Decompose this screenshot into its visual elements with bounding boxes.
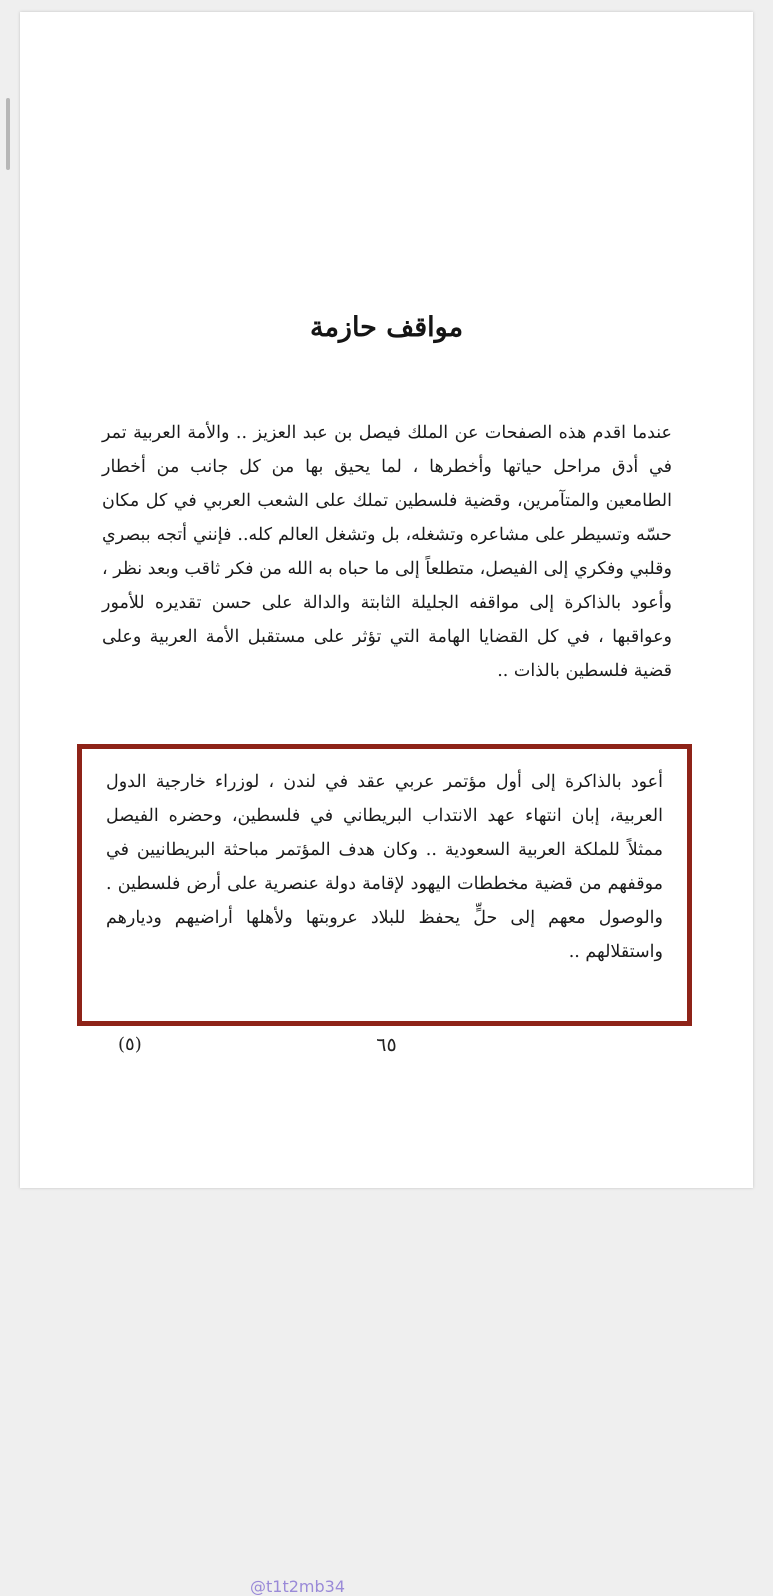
page-number: ٦٥: [376, 1034, 397, 1056]
scroll-indicator[interactable]: [6, 98, 10, 170]
body-paragraph: [102, 416, 672, 688]
highlighted-passage: [106, 765, 663, 969]
body-paragraph-text: عندما اقدم هذه الصفحات عن الملك فيصل بن عبد العزيز .. والأمة العربية تمر في أدق مراحل حياتها وأخطرها ، لما يحيق بها من كل جانب من أخطار الطامعين والمتآمرين، وقضية فلسطين تملك على الشعب العربي في كل مكان حسّه وتسيطر على مشاعره وتشغله، بل وتشغل العالم كله.. فإنني أتجه ببصري وقلبي وفكري إلى الفيصل، متطلعاً إلى ما حباه به الله من فكر ثاقب وبعد نظر ، وأعود بالذاكرة إلى مواقفه الجليلة الثابتة والدالة على حسن تقديره للأمور وعواقبها ، في كل القضايا الهامة التي تؤثر على مستقبل الأمة العربية وعلى قضية فلسطين بالذات ..: [102, 423, 672, 681]
highlighted-passage-text: أعود بالذاكرة إلى أول مؤتمر عربي عقد في لندن ، لوزراء خارجية الدول العربية، إبان انتهاء عهد الانتداب البريطاني في فلسطين، وحضره الفيصل ممثلاً للملكة العربية السعودية .. وكان هدف المؤتمر مباحثة البريطانيين في موقفهم من قضية مخططات اليهود لإقامة دولة عنصرية على أرض فلسطين . والوصول معهم إلى حلٍّ يحفظ للبلاد عروبتها ولأهلها أراضيهم وديارهم واستقلالهم ..: [106, 772, 663, 962]
section-number: (٥): [118, 1034, 142, 1055]
document-page: [20, 12, 753, 1596]
watermark-handle: @t1t2mb34: [250, 1577, 346, 1596]
chapter-title: مواقف حازمة: [309, 312, 464, 343]
